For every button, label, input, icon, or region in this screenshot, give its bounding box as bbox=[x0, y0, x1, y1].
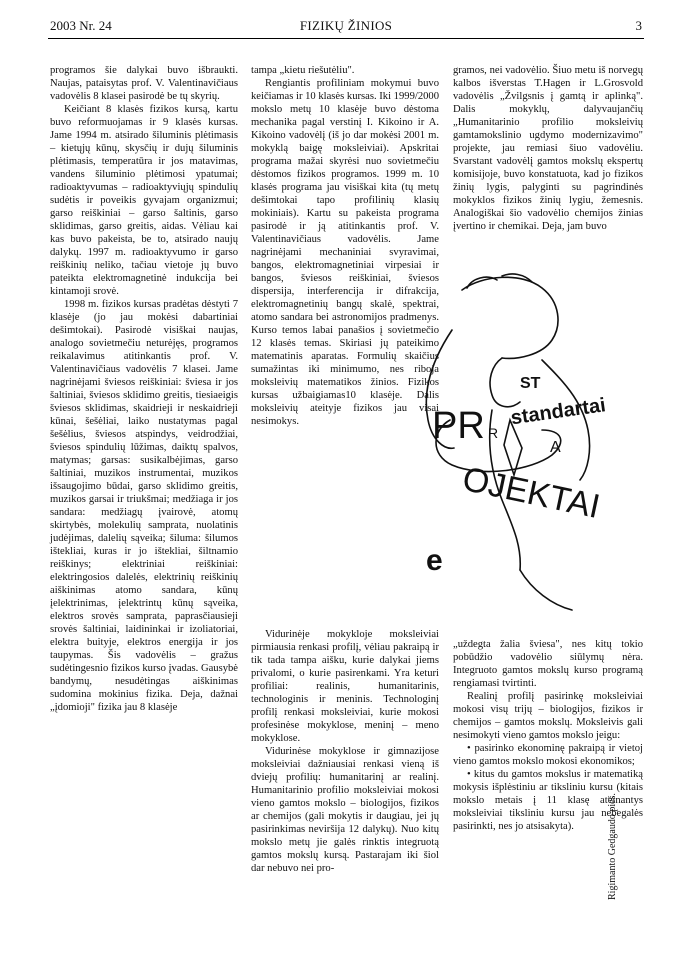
paragraph: tampa „kietu riešutėliu". bbox=[251, 65, 355, 76]
illus-word-standartai: standartai bbox=[509, 394, 608, 430]
paragraph: 1998 m. fizikos kursas pradėtas dėstyti 7 klasėje (jo jau mokėsi dabartiniai dešimtokai). Pasirodė visiškai naujas, analogo sovietmečiu neturėjęs, programos reikalavimus atitinkantis prof. V. Valentinavičiaus vadovėlis 7 klasei. Jame nagrinėjami šviesos reiškiniai: šviesa ir jos šaltiniai, šviesos sklidimo greitis, tiesiaeigis šviesos sklidimas, skaidrieji ir neskaidrieji kūnai, šešėliai, laiko nustatymas pagal šešėlius, šviesos atspindys, veidrodžiai, šviesos spindulių lūžimas, daiktų spalvos, matymas; garsas: susikalbėjimas, garso šaltiniai, muzikos instrumentai, muzikos išsaugojimo būdai, garso sklidimo greitis, muzikos garsai ir triukšmai; medžiaga ir jos sandara: medžiagų įvairovė, atomų skirtybės, molekulių samprata, nuolatinis judėjimas, dalelių sąveika; šiluma: šilumos ištekliai, kuras ir jo ištekliai, šiltnamio reiškinys; elektriniai reiškiniai: elektringosios dalelės, elektrinių reiškinių aiškinimas atomo sandara, kūnų įelektrinimas, įelektrintų kūnų sąveika, elektros srovės samprata, paprasčiausieji srovės šaltiniai, laidininkai ir izoliatoriai, elektra buityje, elektros energija ir jos taupymas. Šis vadovėlis – gražus sudėtingesnio fizikos kurso įvadas. Gausybė bandymų, nesudėtingas aiškinimas sudomina mokinius fizika. Deja, dažnai „įdomioji" fizika jau 8 klasėje bbox=[50, 299, 239, 713]
paragraph: gramos, nei vadovėlio. Šiuo metu iš norvegų kalbos išverstas T.Hagen ir L.Grosvold vadovėlis „Žvilgsnis į gamtą ir aplinką". Dalis mokyklų, dalyvaujančių „Humanitarinio profilio moksleivių gamtamokslinio ugdymo modernizavimo" projekte, jau remiasi šiuo vadovėliu. Svarstant vadovėlį gamtos mokslų ekspertų komisijoje, buvo konstatuota, kad jo fizikos žinių lygis, palyginti su pagrindinės mokyklos fizikos žinių lygiu, žemesnis. Analogiškai šio vadovėlio chemijos žinias įvertino ir chemikai. Deja, jam buvo bbox=[453, 65, 643, 232]
illus-letter-a: A bbox=[550, 439, 561, 456]
paragraph: Vidurinėje mokykloje moksleiviai pirmiausia renkasi profilį, vėliau pakraipą ir tik tada tampa aišku, kurie dalykai jiems privalomi, o kurie pasirenkami. Yra keturi profiliai: realinis, humanitarinis, technologinis ir meninis. Technologinį profilį renkasi moksleiviai, kurie mokosi profesinėse mokyklose, meninį – meno mokyklose. bbox=[251, 629, 439, 744]
paragraph: „uždegta žalia šviesa", nes kitų tokio pobūdžio vadovėlio siūlymų nėra. Integruoto gamtos mokslų kurso programą rengiamasi tvirtinti. bbox=[453, 639, 643, 689]
bullet-item: • pasirinko ekonominę pakraipą ir vietoj vieno gamtos mokslo mokosi ekonomikos; bbox=[453, 743, 643, 767]
figure-hair bbox=[467, 274, 532, 288]
header-rule bbox=[48, 38, 644, 39]
column-1 bbox=[50, 64, 238, 714]
column-2-lower bbox=[251, 628, 439, 875]
illus-word-ojektai: OJEKTAI bbox=[459, 459, 604, 527]
illus-letter-r: R bbox=[488, 425, 499, 441]
paragraph: Keičiant 8 klasės fizikos kursą, kartu buvo reformuojamas ir 9 klasės kursas. Jame 1994 m. atsirado šiluminis plėtimasis – kietųjų kūnų, skysčių ir dujų šiluminis plėtimasis, temperatūra ir jos matavimas, vandens šiluminio plėtimosi ypatumai; radioaktyvumas – radioaktyviųjų spindulių sudėtis ir poveikis gyvajam organizmui; garso reiškiniai – garso šaltinis, garso sklidimas, garso greitis, aidas. Vėliau kai kas buvo pakeista, be to, atsirado naujų dalykų. 1997 m. radioaktyvumo ir garso reiškinių neliko, tačiau vietoje jų buvo pateikta elektromagnetinė indukcija bei kintamoji srovė. bbox=[50, 104, 238, 297]
cartoon-illustration bbox=[392, 270, 608, 630]
figure-leg bbox=[520, 570, 572, 610]
figure-face bbox=[490, 358, 520, 407]
issue-number: 2003 Nr. 24 bbox=[50, 18, 112, 33]
journal-title: FIZIKŲ ŽINIOS bbox=[299, 18, 393, 33]
illus-letter-e: e bbox=[426, 544, 443, 577]
paragraph: Realinį profilį pasirinkę moksleiviai mokosi visų trijų – biologijos, fizikos ir chemijos – gamtos mokslų. Moksleivis gali nesimokyti vieno gamtos mokslo jeigu: bbox=[453, 691, 643, 741]
paragraph: Vidurinėse mokyklose ir gimnazijose moksleiviai dažniausiai renkasi vieną iš dviejų profilių: humanitarinį ar realinį. Humanitarinio profilio moksleiviai mokosi vieno gamtos mokslo – biologijos, fizikos ar chemijos (gali mokytis ir daugiau, jei jų pasirinkimas neviršija 12 dalykų). Nuo kitų mokslo metų jie galės rinktis integruotą gamtos mokslų kursą. Pastarajam iki šiol dar nebuvo nei pro- bbox=[251, 746, 439, 874]
page-number: 3 bbox=[635, 18, 642, 33]
paragraph: Rengiantis profiliniam mokymui buvo keičiamas ir 10 klasės kursas. Iki 1999/2000 mokslo metų 10 klasėje buvo dėstoma mechanika pagal verstinį I. Kikoino ir A. Kikoino vadovėlį (iš jo dar mokėsi 2001 m. mokyklą baigę moksleiviai). Apskritai programa mažai skyrėsi nuo sovietmečiu dėstomos fizikos programos. 1999 m. 10 klasės programa jau visiškai kita (tų metų dešimtokai tapo profilinių klasių mokiniais). Kartu su pakeista programa pasirodė ir ją atitinkantis prof. V. Valentinavičiaus vadovėlis. Jame nagrinėjami mechaniniai svyravimai, bangos, elektromagnetiniai virpesiai ir bangos, šviesos reiškiniai, šviesos dispersija, interferencija ir difrakcija, elektromagnetinių bangų skalė, spektrai, atomo sandara bei astronomijos pradmenys. Kurso temos labai panašios į sovietmečio 12 klasės temas. Skiriasi jų pateikimo matematinis aparatas. Formulių skaičius sumažintas iki minimumo, nes riboja moksleivių matematikos žinios. Fizikos kursas užbaigiamas10 klasėje. Dalis moksleivių ateityje fizikos jau visai nesimokys. bbox=[251, 78, 440, 427]
illus-letters-pr: PR bbox=[432, 405, 485, 447]
page-header bbox=[50, 18, 642, 36]
figure-head-outline bbox=[462, 277, 558, 358]
illus-letters-st: ST bbox=[520, 375, 541, 392]
bullet-item: • kitus du gamtos mokslus ir matematiką mokysis išplėstiniu ar tiksliniu kursu (kitais mokslo metais į 11 klasę ateinantys moksleiviai tiksliniu kursu jau nebegalės pasirinkti, nes jo atsisakyta). bbox=[453, 769, 643, 832]
column-3 bbox=[453, 64, 643, 233]
paragraph: programos šie dalykai buvo išbraukti. Naujas, pataisytas prof. V. Valentinavičiaus vadovėlis 8 klasei pasirodė be tų skyrių. bbox=[50, 65, 238, 102]
illustration-credit: Rigimanto Gedgaudo pieš. bbox=[607, 793, 618, 900]
